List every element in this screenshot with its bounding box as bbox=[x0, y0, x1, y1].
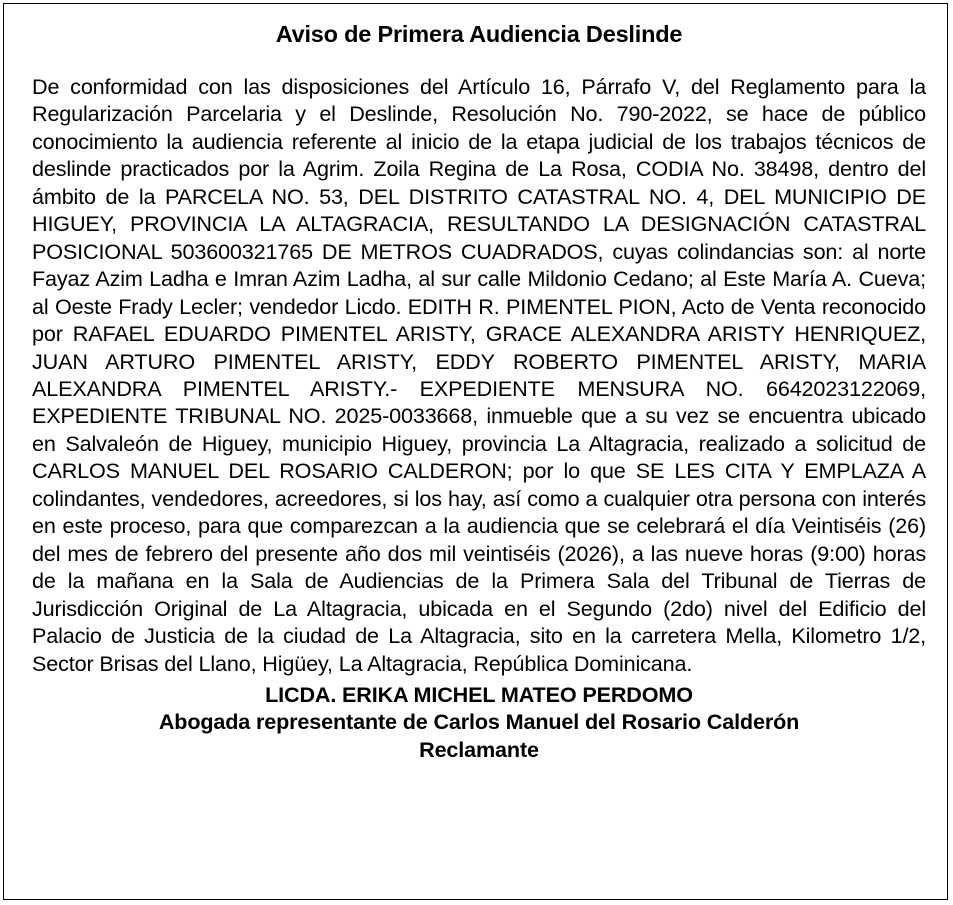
signature-block bbox=[32, 681, 926, 764]
signatory-name: LICDA. ERIKA MICHEL MATEO PERDOMO bbox=[265, 681, 693, 707]
signatory-party: Reclamante bbox=[419, 736, 539, 762]
notice-body: De conformidad con las disposiciones del Artículo 16, Párrafo V, del Reglamento para la Regularización Parcelaria y el Deslinde, Resolución No. 790-2022, se hace de público conocimiento la audiencia referente al inicio de la etapa judicial de los trabajos técnicos de deslinde practicados por la Agrim. Zoila Regina de La Rosa, CODIA No. 38498, dentro del ámbito de la PARCELA NO. 53, DEL DISTRITO CATASTRAL NO. 4, DEL MUNICIPIO DE HIGUEY, PROVINCIA LA ALTAGRACIA, RESULTANDO LA DESIGNACIÓN CATASTRAL POSICIONAL 503600321765 DE METROS CUADRADOS, cuyas colindancias son: al norte Fayaz Azim Ladha e Imran Azim Ladha, al sur calle Mildonio Cedano; al Este María A. Cueva; al Oeste Frady Lecler; vendedor Licdo. EDITH R. PIMENTEL PION, Acto de Venta reconocido por RAFAEL EDUARDO PIMENTEL ARISTY, GRACE ALEXANDRA ARISTY HENRIQUEZ, JUAN ARTURO PIMENTEL ARISTY, EDDY ROBERTO PIMENTEL ARISTY, MARIA ALEXANDRA PIMENTEL ARISTY.- EXPEDIENTE MENSURA NO. 6642023122069, EXPEDIENTE TRIBUNAL NO. 2025-0033668, inmueble que a su vez se encuentra ubicado en Salvaleón de Higuey, municipio Higuey, provincia La Altagracia, realizado a solicitud de CARLOS MANUEL DEL ROSARIO CALDERON; por lo que SE LES CITA Y EMPLAZA A colindantes, vendedores, acreedores, si los hay, así como a cualquier otra persona con interés en este proceso, para que comparezcan a la audiencia que se celebrará el día Veintiséis (26) del mes de febrero del presente año dos mil veintiséis (2026), a las nueve horas (9:00) horas de la mañana en la Sala de Audiencias de la Primera Sala del Tribunal de Tierras de Jurisdicción Original de La Altagracia, ubicada en el Segundo (2do) nivel del Edificio del Palacio de Justicia de la ciudad de La Altagracia, sito en la carretera Mella, Kilometro 1/2, Sector Brisas del Llano, Higüey, La Altagracia, República Dominicana. bbox=[32, 74, 926, 676]
notice-frame bbox=[3, 3, 948, 900]
signatory-role: Abogada representante de Carlos Manuel del Rosario Calderón bbox=[158, 709, 800, 735]
notice-content bbox=[32, 16, 926, 763]
notice-title: Aviso de Primera Audiencia Deslinde bbox=[275, 21, 683, 47]
